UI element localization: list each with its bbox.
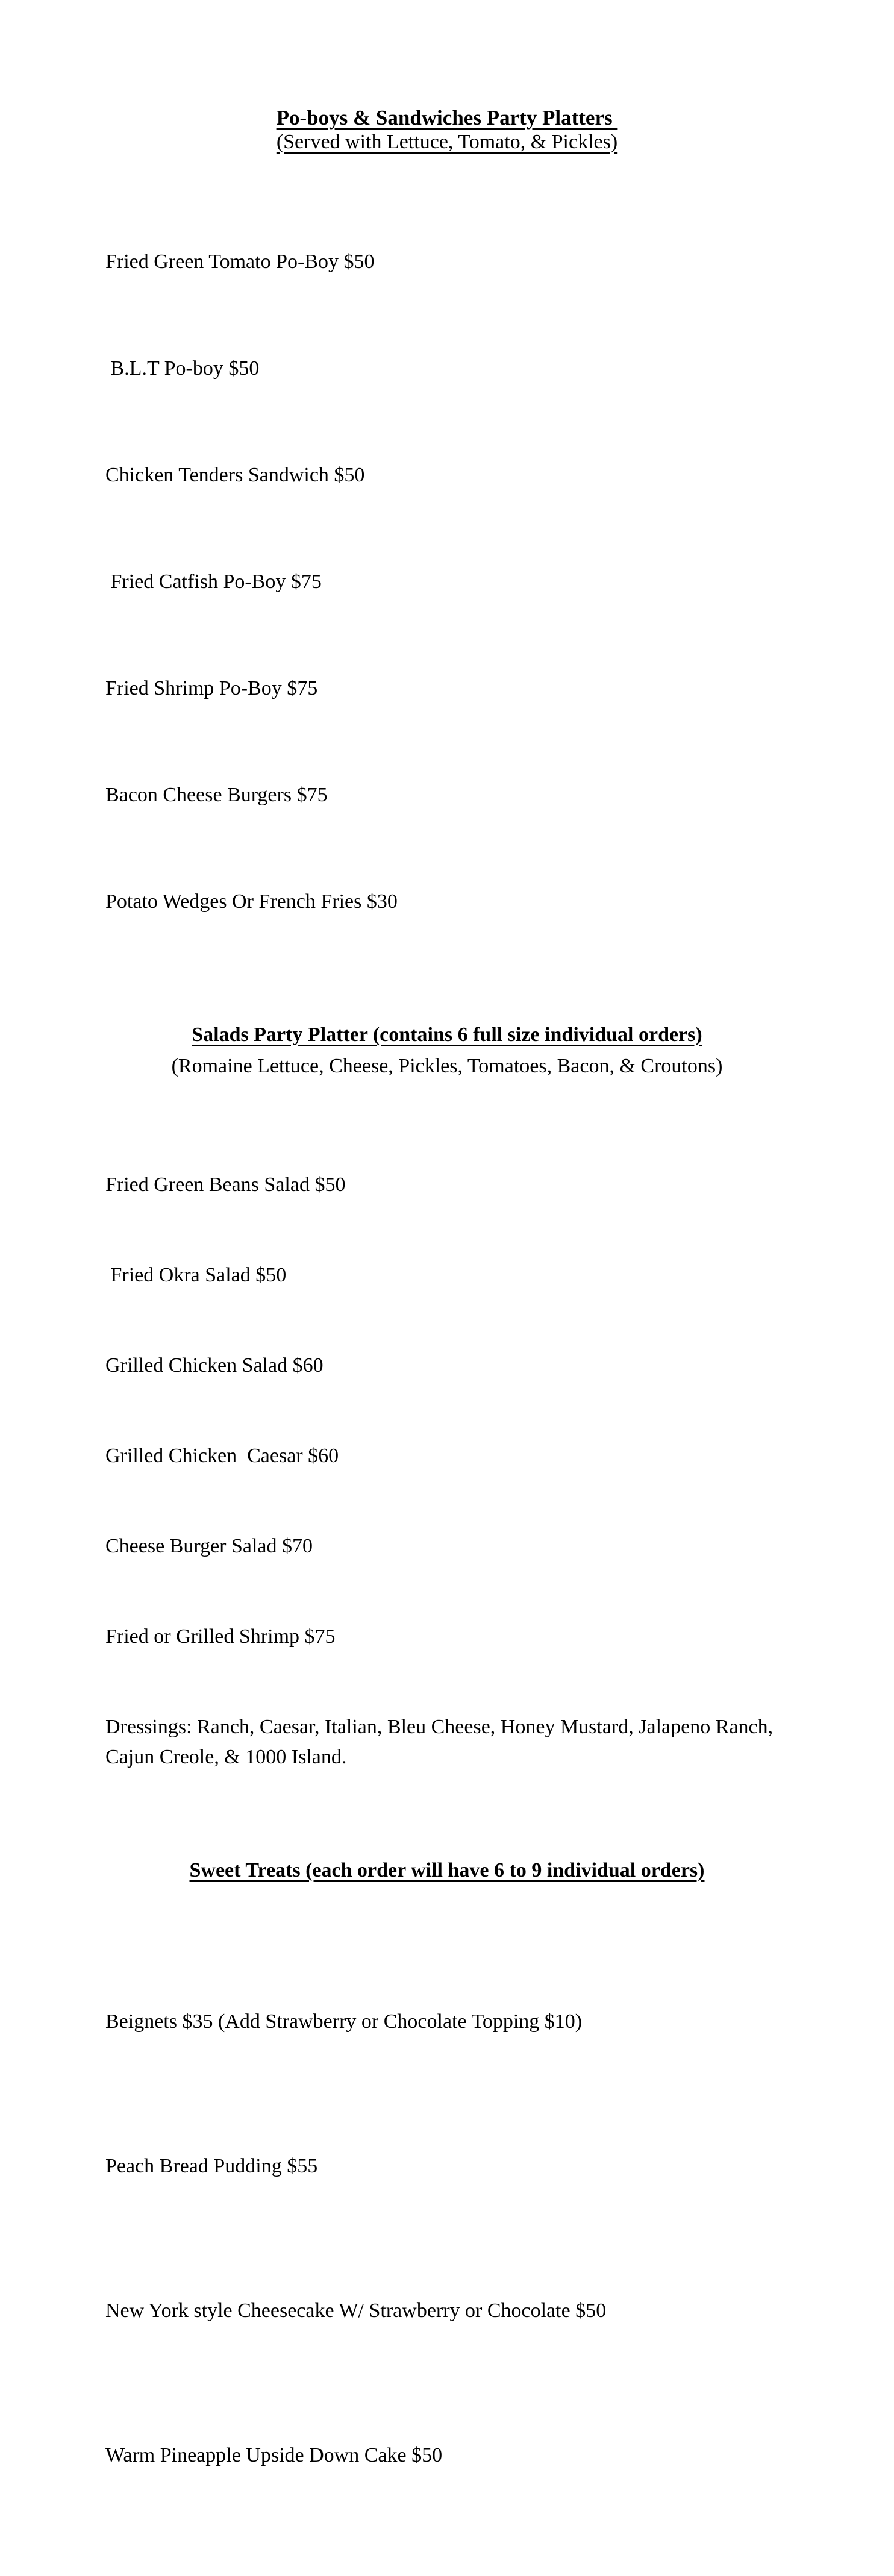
menu-item: B.L.T Po-boy $50 [105, 357, 260, 380]
menu-item: Potato Wedges Or French Fries $30 [105, 890, 398, 913]
menu-item: New York style Cheesecake W/ Strawberry or Chocolate $50 [105, 2299, 607, 2322]
salads-section-title: Salads Party Platter (contains 6 full size individual orders) [192, 1024, 702, 1046]
menu-item: Warm Pineapple Upside Down Cake $50 [105, 2444, 443, 2466]
menu-item: Grilled Chicken Caesar $60 [105, 1445, 339, 1467]
menu-item: Cheese Burger Salad $70 [105, 1535, 313, 1557]
sweets-item-list [105, 1901, 789, 2576]
menu-item: Beignets $35 (Add Strawberry or Chocolate Topping $10) [105, 2010, 583, 2033]
poboys-section-title: Po-boys & Sandwiches Party Platters [276, 106, 618, 130]
menu-item: Bacon Cheese Burgers $75 [105, 784, 328, 806]
menu-item: Peach Bread Pudding $55 [105, 2155, 318, 2177]
menu-item: Fried Okra Salad $50 [105, 1264, 287, 1286]
menu-item: Grilled Chicken Salad $60 [105, 1354, 324, 1377]
poboys-section-subtitle: (Served with Lettuce, Tomato, & Pickles) [276, 131, 618, 153]
menu-item: Fried Green Beans Salad $50 [105, 1174, 346, 1196]
dressings-note: Dressings: Ranch, Caesar, Italian, Bleu Cheese, Honey Mustard, Jalapeno Ranch, Cajun Creole, & 1000 Island. [105, 1716, 774, 1768]
menu-item: Fried or Grilled Shrimp $75 [105, 1625, 336, 1648]
poboys-item-list [105, 173, 789, 990]
menu-item: Fried Green Tomato Po-Boy $50 [105, 251, 375, 273]
salads-item-list [105, 1110, 789, 1833]
menu-item: Fried Catfish Po-Boy $75 [105, 571, 322, 593]
menu-item: Chicken Tenders Sandwich $50 [105, 464, 365, 486]
sweets-section-title: Sweet Treats (each order will have 6 to 9 individual orders) [189, 1859, 705, 1881]
menu-item: Fried Shrimp Po-Boy $75 [105, 677, 318, 699]
salads-section-subtitle: (Romaine Lettuce, Cheese, Pickles, Tomatoes, Bacon, & Croutons) [171, 1055, 723, 1077]
